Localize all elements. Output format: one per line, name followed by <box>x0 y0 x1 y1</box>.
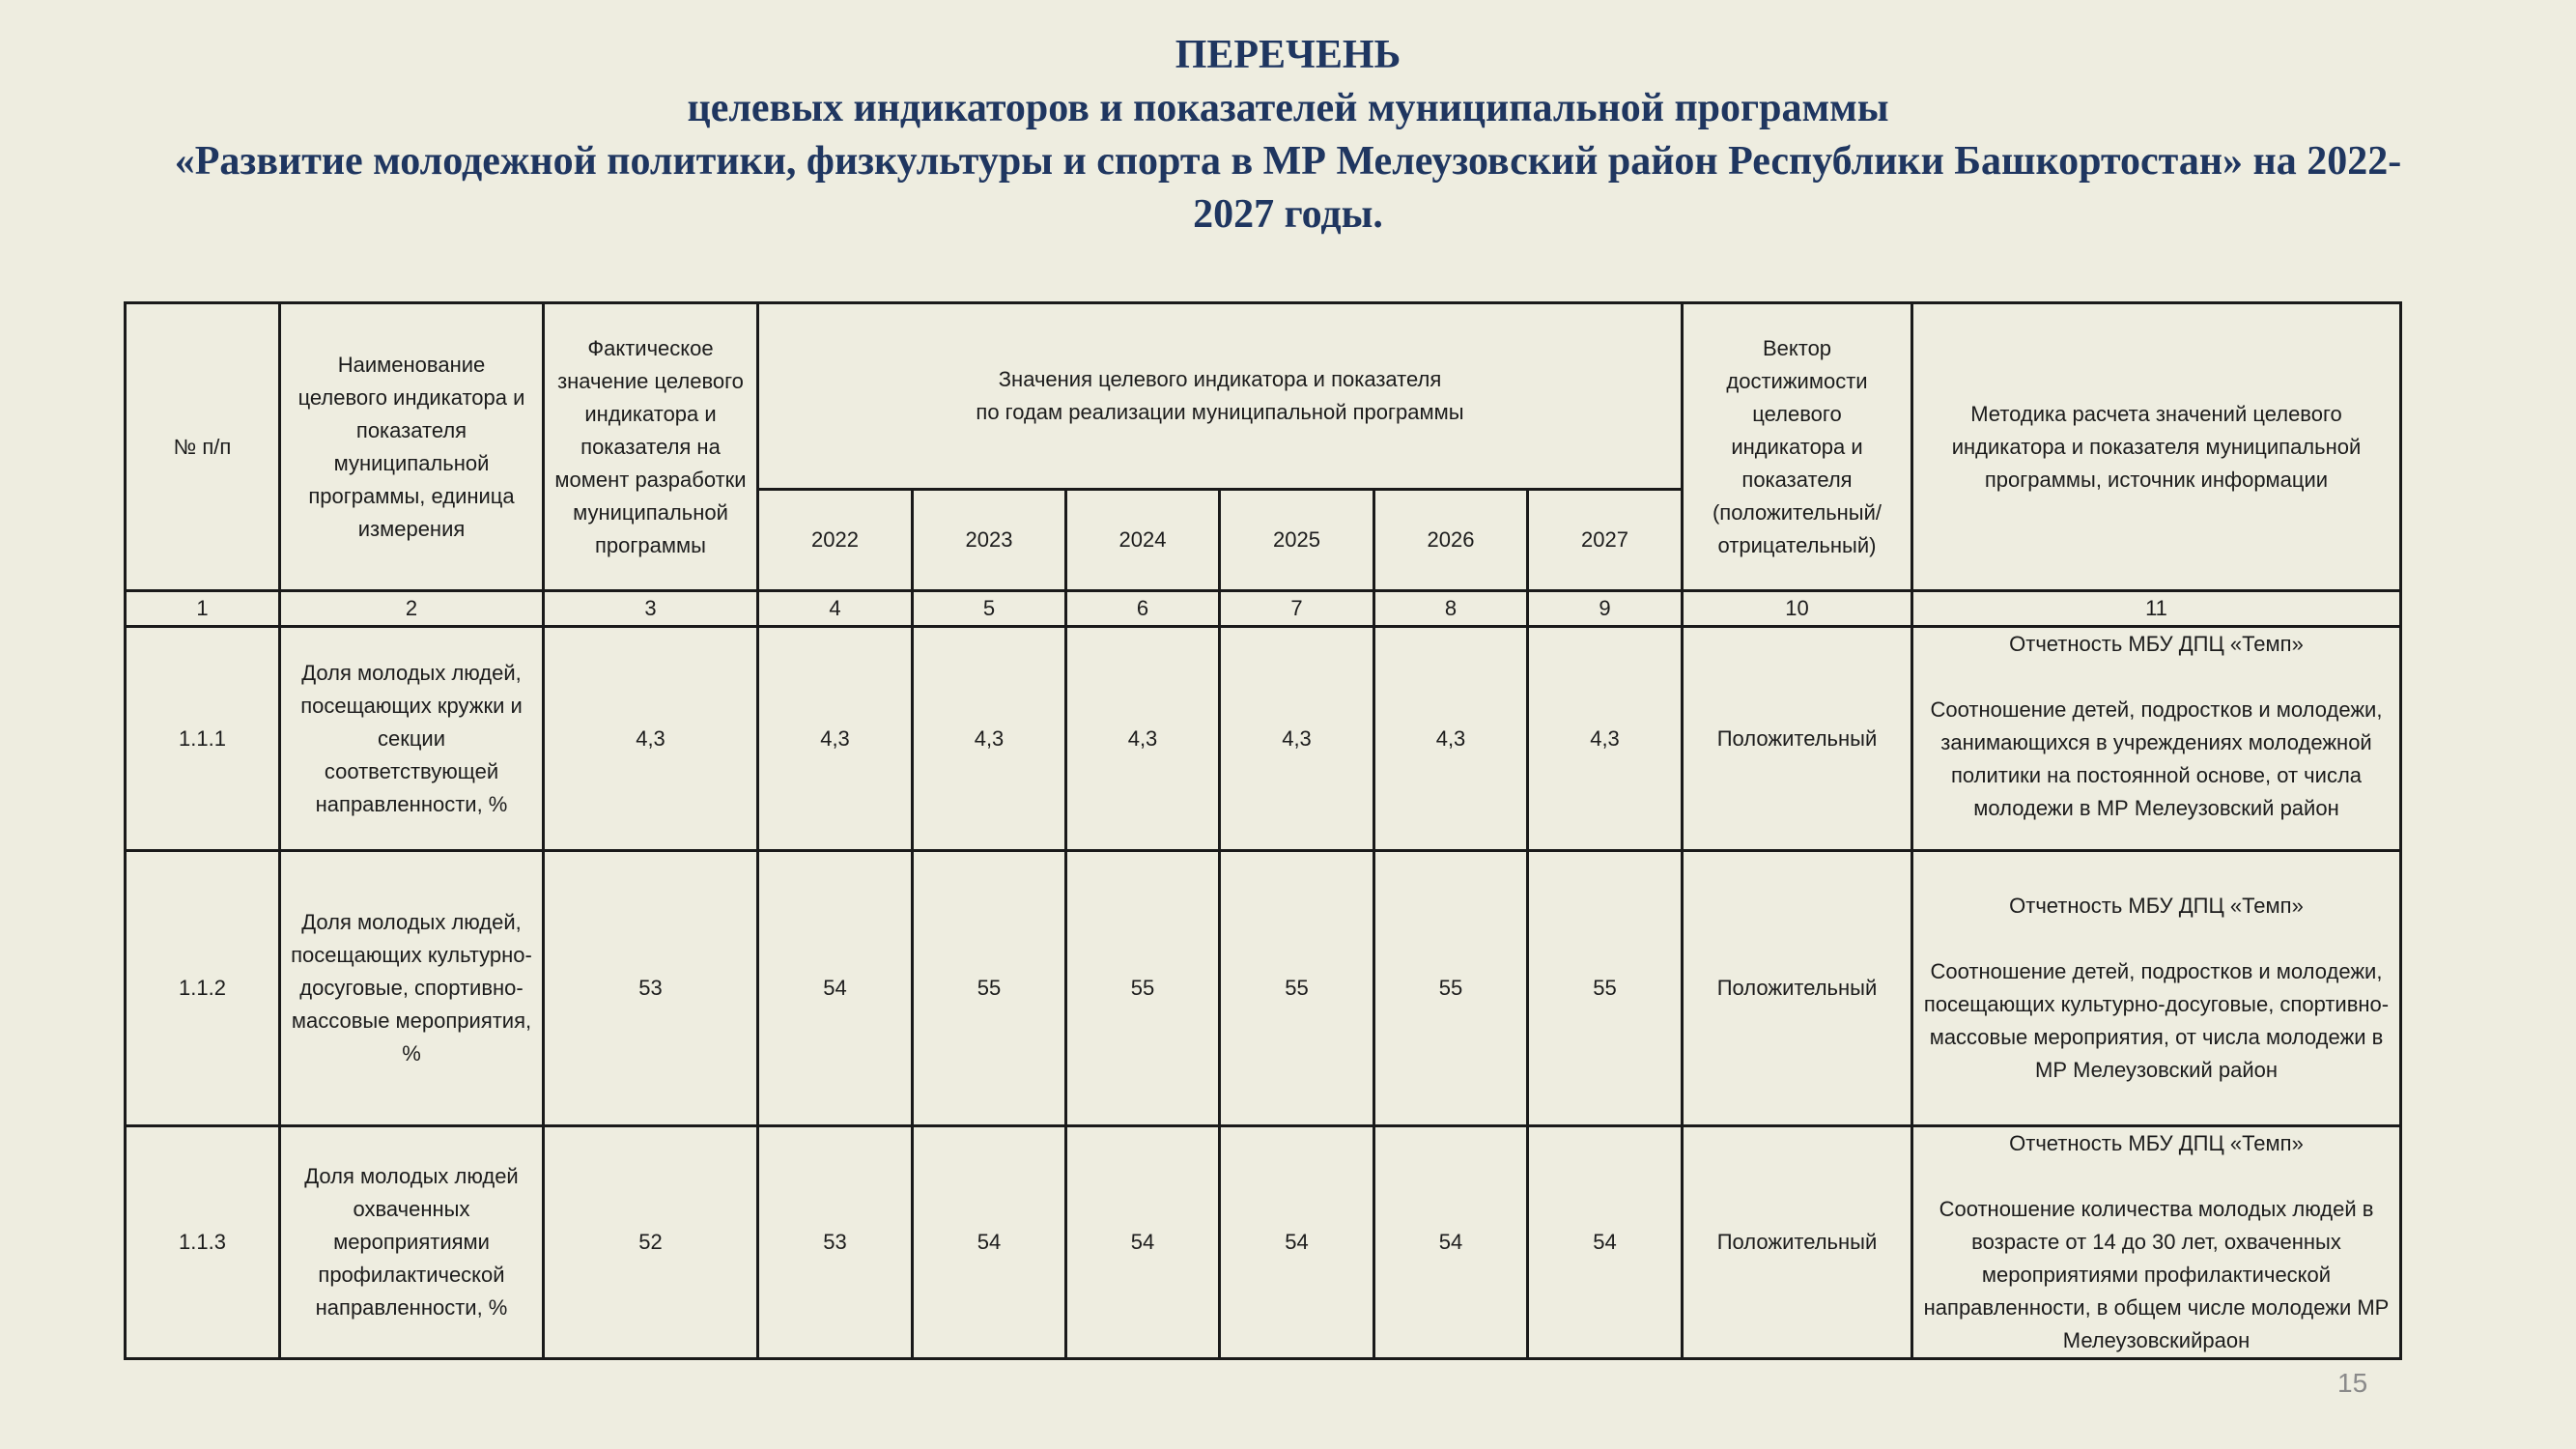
header-year: 2026 <box>1374 490 1528 591</box>
row-value: 54 <box>913 1126 1066 1359</box>
column-number: 2 <box>280 591 544 627</box>
row-num: 1.1.1 <box>126 627 280 851</box>
row-value: 54 <box>758 851 913 1126</box>
row-num: 1.1.3 <box>126 1126 280 1359</box>
column-number: 10 <box>1683 591 1912 627</box>
header-method: Методика расчета значений целевого индикатора и показателя муниципальной программы, источник информации <box>1912 303 2401 591</box>
column-number: 9 <box>1528 591 1683 627</box>
column-number: 8 <box>1374 591 1528 627</box>
header-year: 2024 <box>1066 490 1220 591</box>
row-method: Отчетность МБУ ДПЦ «Темп» Соотношение детей, подростков и молодежи, посещающих культурно-досуговые, спортивно-массовые мероприятия, от числа молодежи в МР Мелеузовский район <box>1912 851 2401 1126</box>
row-value: 54 <box>1220 1126 1374 1359</box>
title-line-4: 2027 годы. <box>1193 192 1383 237</box>
row-actual: 52 <box>544 1126 758 1359</box>
title-line-1: ПЕРЕЧЕНЬ <box>1175 33 1401 77</box>
column-number: 11 <box>1912 591 2401 627</box>
row-vector: Положительный <box>1683 627 1912 851</box>
row-value: 55 <box>1220 851 1374 1126</box>
table-row <box>126 1126 2401 1359</box>
row-method: Отчетность МБУ ДПЦ «Темп» Соотношение детей, подростков и молодежи, занимающихся в учреждениях молодежной политики на постоянной основе, от числа молодежи в МР Мелеузовский район <box>1912 627 2401 851</box>
row-value: 4,3 <box>1374 627 1528 851</box>
header-actual: Фактическое значение целевого индикатора и показателя на момент разработки муниципальной программы <box>544 303 758 591</box>
header-year: 2023 <box>913 490 1066 591</box>
column-number: 7 <box>1220 591 1374 627</box>
title-line-2: целевых индикаторов и показателей муниципальной программы <box>687 86 1889 130</box>
column-number: 6 <box>1066 591 1220 627</box>
header-values-group: Значения целевого индикатора и показателя по годам реализации муниципальной программы <box>758 303 1683 490</box>
indicators-table <box>124 301 2402 1360</box>
row-value: 54 <box>1374 1126 1528 1359</box>
column-number: 1 <box>126 591 280 627</box>
header-year: 2022 <box>758 490 913 591</box>
column-number: 5 <box>913 591 1066 627</box>
page-number: 15 <box>2337 1368 2368 1398</box>
row-value: 55 <box>1066 851 1220 1126</box>
document-title <box>0 29 2576 242</box>
row-name: Доля молодых людей, посещающих культурно-досуговые, спортивно-массовые мероприятия, % <box>280 851 544 1126</box>
row-value: 53 <box>758 1126 913 1359</box>
title-line-3: «Развитие молодежной политики, физкультуры и спорта в МР Мелеузовский район Республики Башкортостан» на 2022- <box>174 139 2402 184</box>
row-method: Отчетность МБУ ДПЦ «Темп» Соотношение количества молодых людей в возрасте от 14 до 30 лет, охваченных мероприятиями профилактической направленности, в общем числе молодежи МР Мелеузовскийраон <box>1912 1126 2401 1359</box>
column-number: 4 <box>758 591 913 627</box>
row-actual: 4,3 <box>544 627 758 851</box>
row-vector: Положительный <box>1683 851 1912 1126</box>
row-value: 54 <box>1066 1126 1220 1359</box>
row-vector: Положительный <box>1683 1126 1912 1359</box>
row-value: 54 <box>1528 1126 1683 1359</box>
column-number: 3 <box>544 591 758 627</box>
header-year: 2027 <box>1528 490 1683 591</box>
table-row <box>126 627 2401 851</box>
row-value: 55 <box>1528 851 1683 1126</box>
row-value: 4,3 <box>1528 627 1683 851</box>
header-name: Наименование целевого индикатора и показателя муниципальной программы, единица измерения <box>280 303 544 591</box>
row-value: 55 <box>1374 851 1528 1126</box>
row-value: 4,3 <box>758 627 913 851</box>
row-value: 4,3 <box>1220 627 1374 851</box>
table-row <box>126 851 2401 1126</box>
row-value: 4,3 <box>1066 627 1220 851</box>
header-year: 2025 <box>1220 490 1374 591</box>
row-name: Доля молодых людей, посещающих кружки и секции соответствующей направленности, % <box>280 627 544 851</box>
row-value: 55 <box>913 851 1066 1126</box>
column-numbers-row <box>126 591 2401 627</box>
row-value: 4,3 <box>913 627 1066 851</box>
row-num: 1.1.2 <box>126 851 280 1126</box>
header-vector: Вектор достижимости целевого индикатора и показателя (положительный/отрицательный) <box>1683 303 1912 591</box>
header-num: № п/п <box>126 303 280 591</box>
row-name: Доля молодых людей охваченных мероприятиями профилактической направленности, % <box>280 1126 544 1359</box>
row-actual: 53 <box>544 851 758 1126</box>
